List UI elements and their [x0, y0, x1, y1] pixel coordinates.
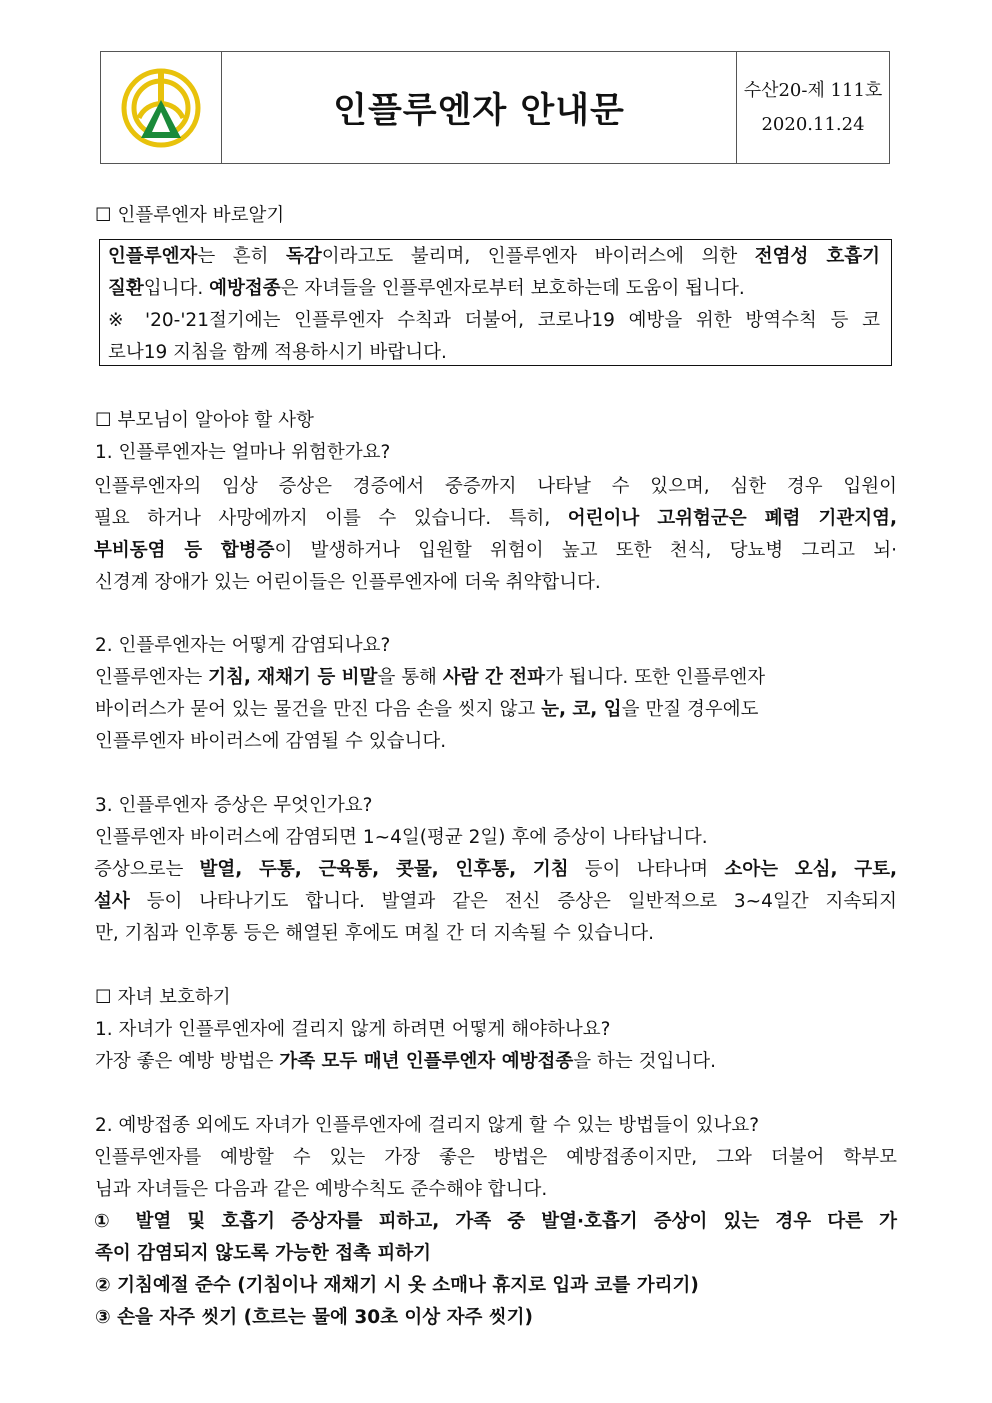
s3-q2-line-1: 인플루엔자를 예방할 수 있는 가장 좋은 방법은 예방접종이지만, 그와 더불어 학부모 [94, 1147, 897, 1168]
s3-q2-line-2: 님과 자녀들은 다음과 같은 예방수칙도 준수해야 합니다. [95, 1179, 548, 1200]
q1-line-3: 부비동염 등 합병증이 발생하거나 입원할 위험이 높고 또한 천식, 당뇨병 그리고 뇌· [94, 540, 897, 561]
s3-q1-title: 1. 자녀가 인플루엔자에 걸리지 않게 하려면 어떻게 해야하나요? [95, 1019, 611, 1040]
intro-line-4: 로나19 지침을 함께 적용하시기 바랍니다. [108, 342, 447, 363]
q3-line-3: 설사 등이 나타나기도 합니다. 발열과 같은 전신 증상은 일반적으로 3~4일간 지속되지 [94, 891, 897, 912]
q2-line-2: 바이러스가 묻어 있는 물건을 만진 다음 손을 씻지 않고 눈, 코, 입을 만질 경우에도 [95, 699, 759, 720]
doc-date: 2020.11.24 [761, 113, 865, 135]
q3-title: 3. 인플루엔자 증상은 무엇인가요? [95, 795, 373, 816]
doc-info [737, 52, 889, 163]
page-title: 인플루엔자 안내문 [222, 52, 737, 163]
section3-heading: ☐ 자녀 보호하기 [95, 987, 231, 1008]
q1-line-1: 인플루엔자의 임상 증상은 경증에서 중증까지 나타날 수 있으며, 심한 경우 입원이 [94, 476, 897, 497]
q1-line-2: 필요 하거나 사망에까지 이를 수 있습니다. 특히, 어린이나 고위험군은 폐렴 기관지염, [94, 508, 897, 529]
intro-line-3: ※ '20-'21절기에는 인플루엔자 수칙과 더불어, 코로나19 예방을 위한 방역수칙 등 코 [108, 310, 880, 331]
logo-cell [101, 52, 222, 163]
q2-line-1: 인플루엔자는 기침, 재채기 등 비말을 통해 사람 간 전파가 됩니다. 또한 인플루엔자 [95, 667, 766, 688]
q3-line-1: 인플루엔자 바이러스에 감염되면 1~4일(평균 2일) 후에 증상이 나타납니다. [95, 827, 708, 848]
q3-line-2: 증상으로는 발열, 두통, 근육통, 콧물, 인후통, 기침 등이 나타나며 소아는 오심, 구토, [94, 859, 897, 880]
q1-title: 1. 인플루엔자는 얼마나 위험한가요? [95, 442, 391, 463]
doc-number: 수산20-제 111호 [743, 79, 883, 101]
q2-title: 2. 인플루엔자는 어떻게 감염되나요? [95, 635, 391, 656]
s3-q2-title: 2. 예방접종 외에도 자녀가 인플루엔자에 걸리지 않게 할 수 있는 방법들이 있나요? [95, 1115, 760, 1136]
rule-1-line-2: 족이 감염되지 않도록 가능한 접촉 피하기 [95, 1243, 432, 1264]
school-emblem-logo [119, 66, 203, 150]
intro-line-1: 인플루엔자는 흔히 독감이라고도 불리며, 인플루엔자 바이러스에 의한 전염성 호흡기 [108, 246, 880, 267]
intro-box [99, 239, 892, 366]
rule-3: ③ 손을 자주 씻기 (흐르는 물에 30초 이상 자주 씻기) [95, 1307, 533, 1328]
rule-2: ② 기침예절 준수 (기침이나 재채기 시 옷 소매나 휴지로 입과 코를 가리기) [95, 1275, 699, 1296]
q1-line-4: 신경계 장애가 있는 어린이들은 인플루엔자에 더욱 취약합니다. [95, 572, 601, 593]
section2-heading: ☐ 부모님이 알아야 할 사항 [95, 410, 314, 431]
header-table [100, 51, 890, 164]
section1-heading: ☐ 인플루엔자 바로알기 [95, 205, 285, 226]
intro-line-2: 질환입니다. 예방접종은 자녀들을 인플루엔자로부터 보호하는데 도움이 됩니다. [108, 278, 745, 299]
s3-q1-line-1: 가장 좋은 예방 방법은 가족 모두 매년 인플루엔자 예방접종을 하는 것입니다. [95, 1051, 716, 1072]
q3-line-4: 만, 기침과 인후통 등은 해열된 후에도 며칠 간 더 지속될 수 있습니다. [95, 923, 654, 944]
rule-1-line-1: ① 발열 및 호흡기 증상자를 피하고, 가족 중 발열·호흡기 증상이 있는 경우 다른 가 [94, 1211, 897, 1232]
q2-line-3: 인플루엔자 바이러스에 감염될 수 있습니다. [95, 731, 447, 752]
